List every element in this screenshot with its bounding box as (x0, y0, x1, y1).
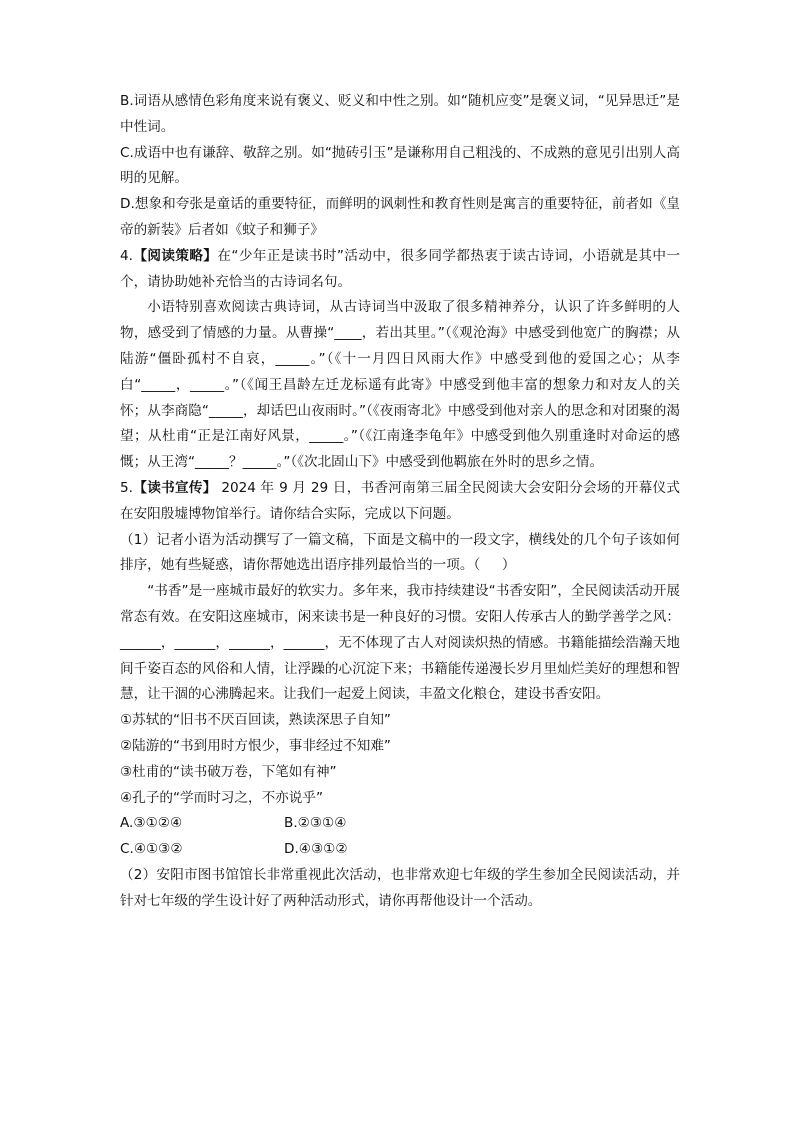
q5-part1-prompt: （1）记者小语为活动撰写了一篇文稿，下面是文稿中的一段文字，横线处的几个句子该如何排序，她有些疑惑，请你帮她选出语序排列最恰当的一项。（ ） (120, 531, 680, 574)
q4-tag: 【阅读策略】 (132, 247, 218, 264)
q3-option-c: C.成语中也有谦辞、敬辞之别。如“抛砖引玉”是谦称用自己粗浅的、不成熟的意见引出别人高明的见解。 (120, 144, 680, 187)
q4-stem: 在“少年正是读书时”活动中，很多同学都热衷于读古诗词，小语就是其中一个，请协助她补充恰当的古诗词名句。 (120, 247, 681, 290)
exam-content (120, 89, 680, 915)
q5-option-c[interactable]: C.④①③② (120, 841, 183, 858)
q4-number: 4. (120, 247, 133, 264)
q5-number: 5. (120, 479, 133, 496)
q5-option-b[interactable]: B.②③①④ (284, 815, 347, 832)
q4-passage: 小语特别喜欢阅读古典诗词，从古诗词当中汲取了很多精神养分，认识了许多鲜明的人物，感受到了情感的力量。从曹操“____，若出其里。”（《观沧海》中感受到他宽广的胸襟；从陆游“僵卧孤村不自哀，_____。”（《十一月四日风雨大作》中感受到他的爱国之心；从李白“_____，_____。”（《闻王昌龄左迁龙标遥有此寄》中感受到他丰富的想象力和对友人的关怀；从李商隐“_____，却话巴山夜雨时。”（《夜雨寄北》中感受到他对亲人的思念和对团聚的渴望；从杜甫“正是江南好风景，_____。”（《江南逢李龟年》中感受到他久别重逢时对命运的感慨；从王湾“_____？_____。”（《次北固山下》中感受到他羁旅在外时的思乡之情。 (120, 299, 680, 471)
q5-sentence-4: ④孔子的“学而时习之，不亦说乎” (120, 789, 323, 806)
q5-stem: 2024 年 9 月 29 日，书香河南第三届全民阅读大会安阳分会场的开幕仪式在安阳殷墟博物馆举行。请你结合实际，完成以下问题。 (120, 479, 681, 522)
q5-heading (120, 476, 680, 528)
q5-tag: 【读书宣传】 (132, 479, 217, 496)
q4-heading (120, 244, 680, 296)
q5-options-row-1 (120, 811, 680, 837)
q5-part1-passage: “书香”是一座城市最好的软实力。多年来，我市持续建设“书香安阳”，全民阅读活动开展常态有效。在安阳这座城市，闲来读书是一种良好的习惯。安阳人传承古人的勤学善学之风：______，______，______，______，无不体现了古人对阅读炽热的情感。书籍能描绘浩瀚天地间千姿百态的风俗和人情，让浮躁的心沉淀下来；书籍能传递漫长岁月里灿烂美好的理想和智慧，让干涸的心沸腾起来。让我们一起爱上阅读，丰盈文化粮仓，建设书香安阳。 (120, 583, 680, 703)
q5-sentence-2: ②陆游的“书到用时方恨少，事非经过不知难” (120, 737, 391, 754)
q5-option-d[interactable]: D.④③①② (284, 841, 348, 858)
q3-option-d: D.想象和夸张是童话的重要特征，而鲜明的讽刺性和教育性则是寓言的重要特征，前者如《皇帝的新装》后者如《蚊子和狮子》 (120, 196, 680, 238)
q5-part2-prompt: （2）安阳市图书馆馆长非常重视此次活动，也非常欢迎七年级的学生参加全民阅读活动，并针对七年级的学生设计好了两种活动形式，请你再帮他设计一个活动。 (120, 866, 680, 909)
q5-options-row-2 (120, 837, 680, 863)
q3-option-b: B.词语从感情色彩角度来说有褒义、贬义和中性之别。如“随机应变”是褒义词，“见异思迁”是中性词。 (120, 93, 680, 135)
q5-sentence-1: ①苏轼的“旧书不厌百回读，熟读深思子自知” (120, 712, 391, 729)
q5-option-a[interactable]: A.③①②④ (120, 815, 183, 832)
q5-sentence-3: ③杜甫的“读书破万卷，下笔如有神” (120, 763, 337, 780)
